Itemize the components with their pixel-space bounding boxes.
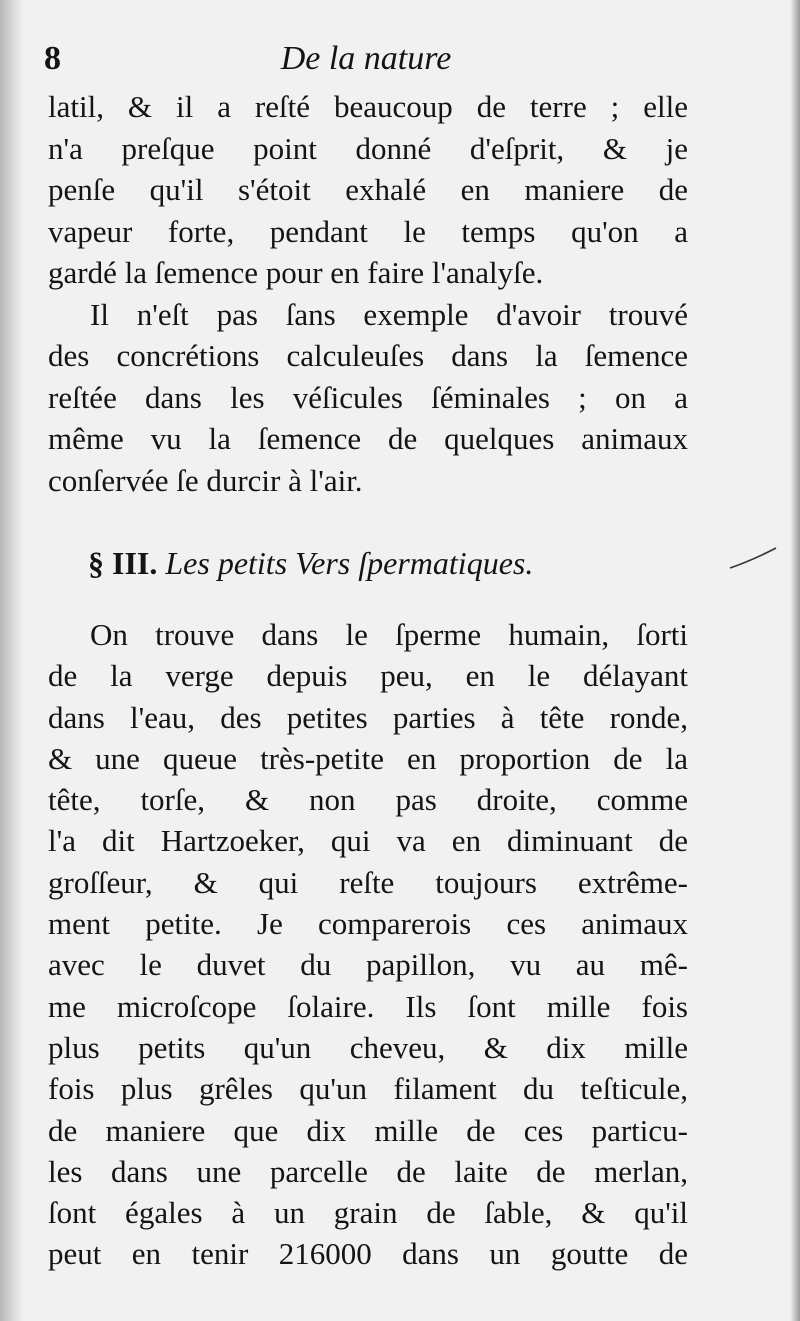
text-line: les dans une parcelle de laite de merlan, xyxy=(48,1153,688,1189)
text-line: vapeur forte, pendant le temps qu'on a xyxy=(48,213,688,249)
text-line: reſtée dans les véſicules ſéminales ; on a xyxy=(48,379,688,415)
section-heading xyxy=(88,545,533,591)
text-line: tête, torſe, & non pas droite, comme xyxy=(48,782,688,818)
text-line: ſont égales à un grain de ſable, & qu'il xyxy=(48,1195,688,1231)
section-number: § III. xyxy=(88,545,158,581)
text-line: peut en tenir 216000 dans un goutte de xyxy=(48,1236,688,1272)
page-number: 8 xyxy=(44,40,61,77)
text-line: latil, & il a reſté beaucoup de terre ; elle xyxy=(48,89,688,124)
running-title: De la nature xyxy=(280,40,452,77)
text-line: On trouve dans le ſperme humain, ſorti xyxy=(90,617,688,652)
text-line: de maniere que dix mille de ces particu- xyxy=(48,1112,688,1148)
text-line: de la verge depuis peu, en le délayant xyxy=(48,658,688,694)
text-line: conſervée ſe durcir à l'air. xyxy=(48,462,363,498)
text-line: me microſcope ſolaire. Ils ſont mille fois xyxy=(48,988,688,1024)
text-line: dans l'eau, des petites parties à tête ronde, xyxy=(48,699,688,735)
paragraph-top xyxy=(48,86,688,501)
text-line: groſſeur, & qui reſte toujours extrême- xyxy=(48,864,688,900)
text-line: penſe qu'il s'étoit exhalé en maniere de xyxy=(48,172,688,207)
text-line: gardé la ſemence pour en faire l'analyſe. xyxy=(48,255,544,290)
text-line: même vu la ſemence de quelques animaux xyxy=(48,421,688,456)
text-line: plus petits qu'un cheveu, & dix mille xyxy=(48,1029,688,1065)
paragraph-bottom xyxy=(48,614,688,1275)
text-line: des concrétions calculeuſes dans la ſemence xyxy=(48,338,688,373)
text-line: avec le duvet du papillon, vu au mê- xyxy=(48,947,688,983)
margin-pen-stroke xyxy=(728,546,778,570)
text-line: ment petite. Je comparerois ces animaux xyxy=(48,906,688,942)
page-edge xyxy=(790,0,800,1321)
section-title: Les petits Vers ſpermatiques. xyxy=(165,545,534,581)
text-line: fois plus grêles qu'un filament du teſticule, xyxy=(48,1071,688,1107)
gutter-shadow xyxy=(0,0,22,1321)
page-header xyxy=(44,40,688,84)
text-line: n'a preſque point donné d'eſprit, & je xyxy=(48,130,688,166)
text-line: l'a dit Hartzoeker, qui va en diminuant de xyxy=(48,823,688,859)
text-line: Il n'eſt pas ſans exemple d'avoir trouvé xyxy=(90,296,688,332)
text-line: & une queue très-petite en proportion de la xyxy=(48,740,688,776)
